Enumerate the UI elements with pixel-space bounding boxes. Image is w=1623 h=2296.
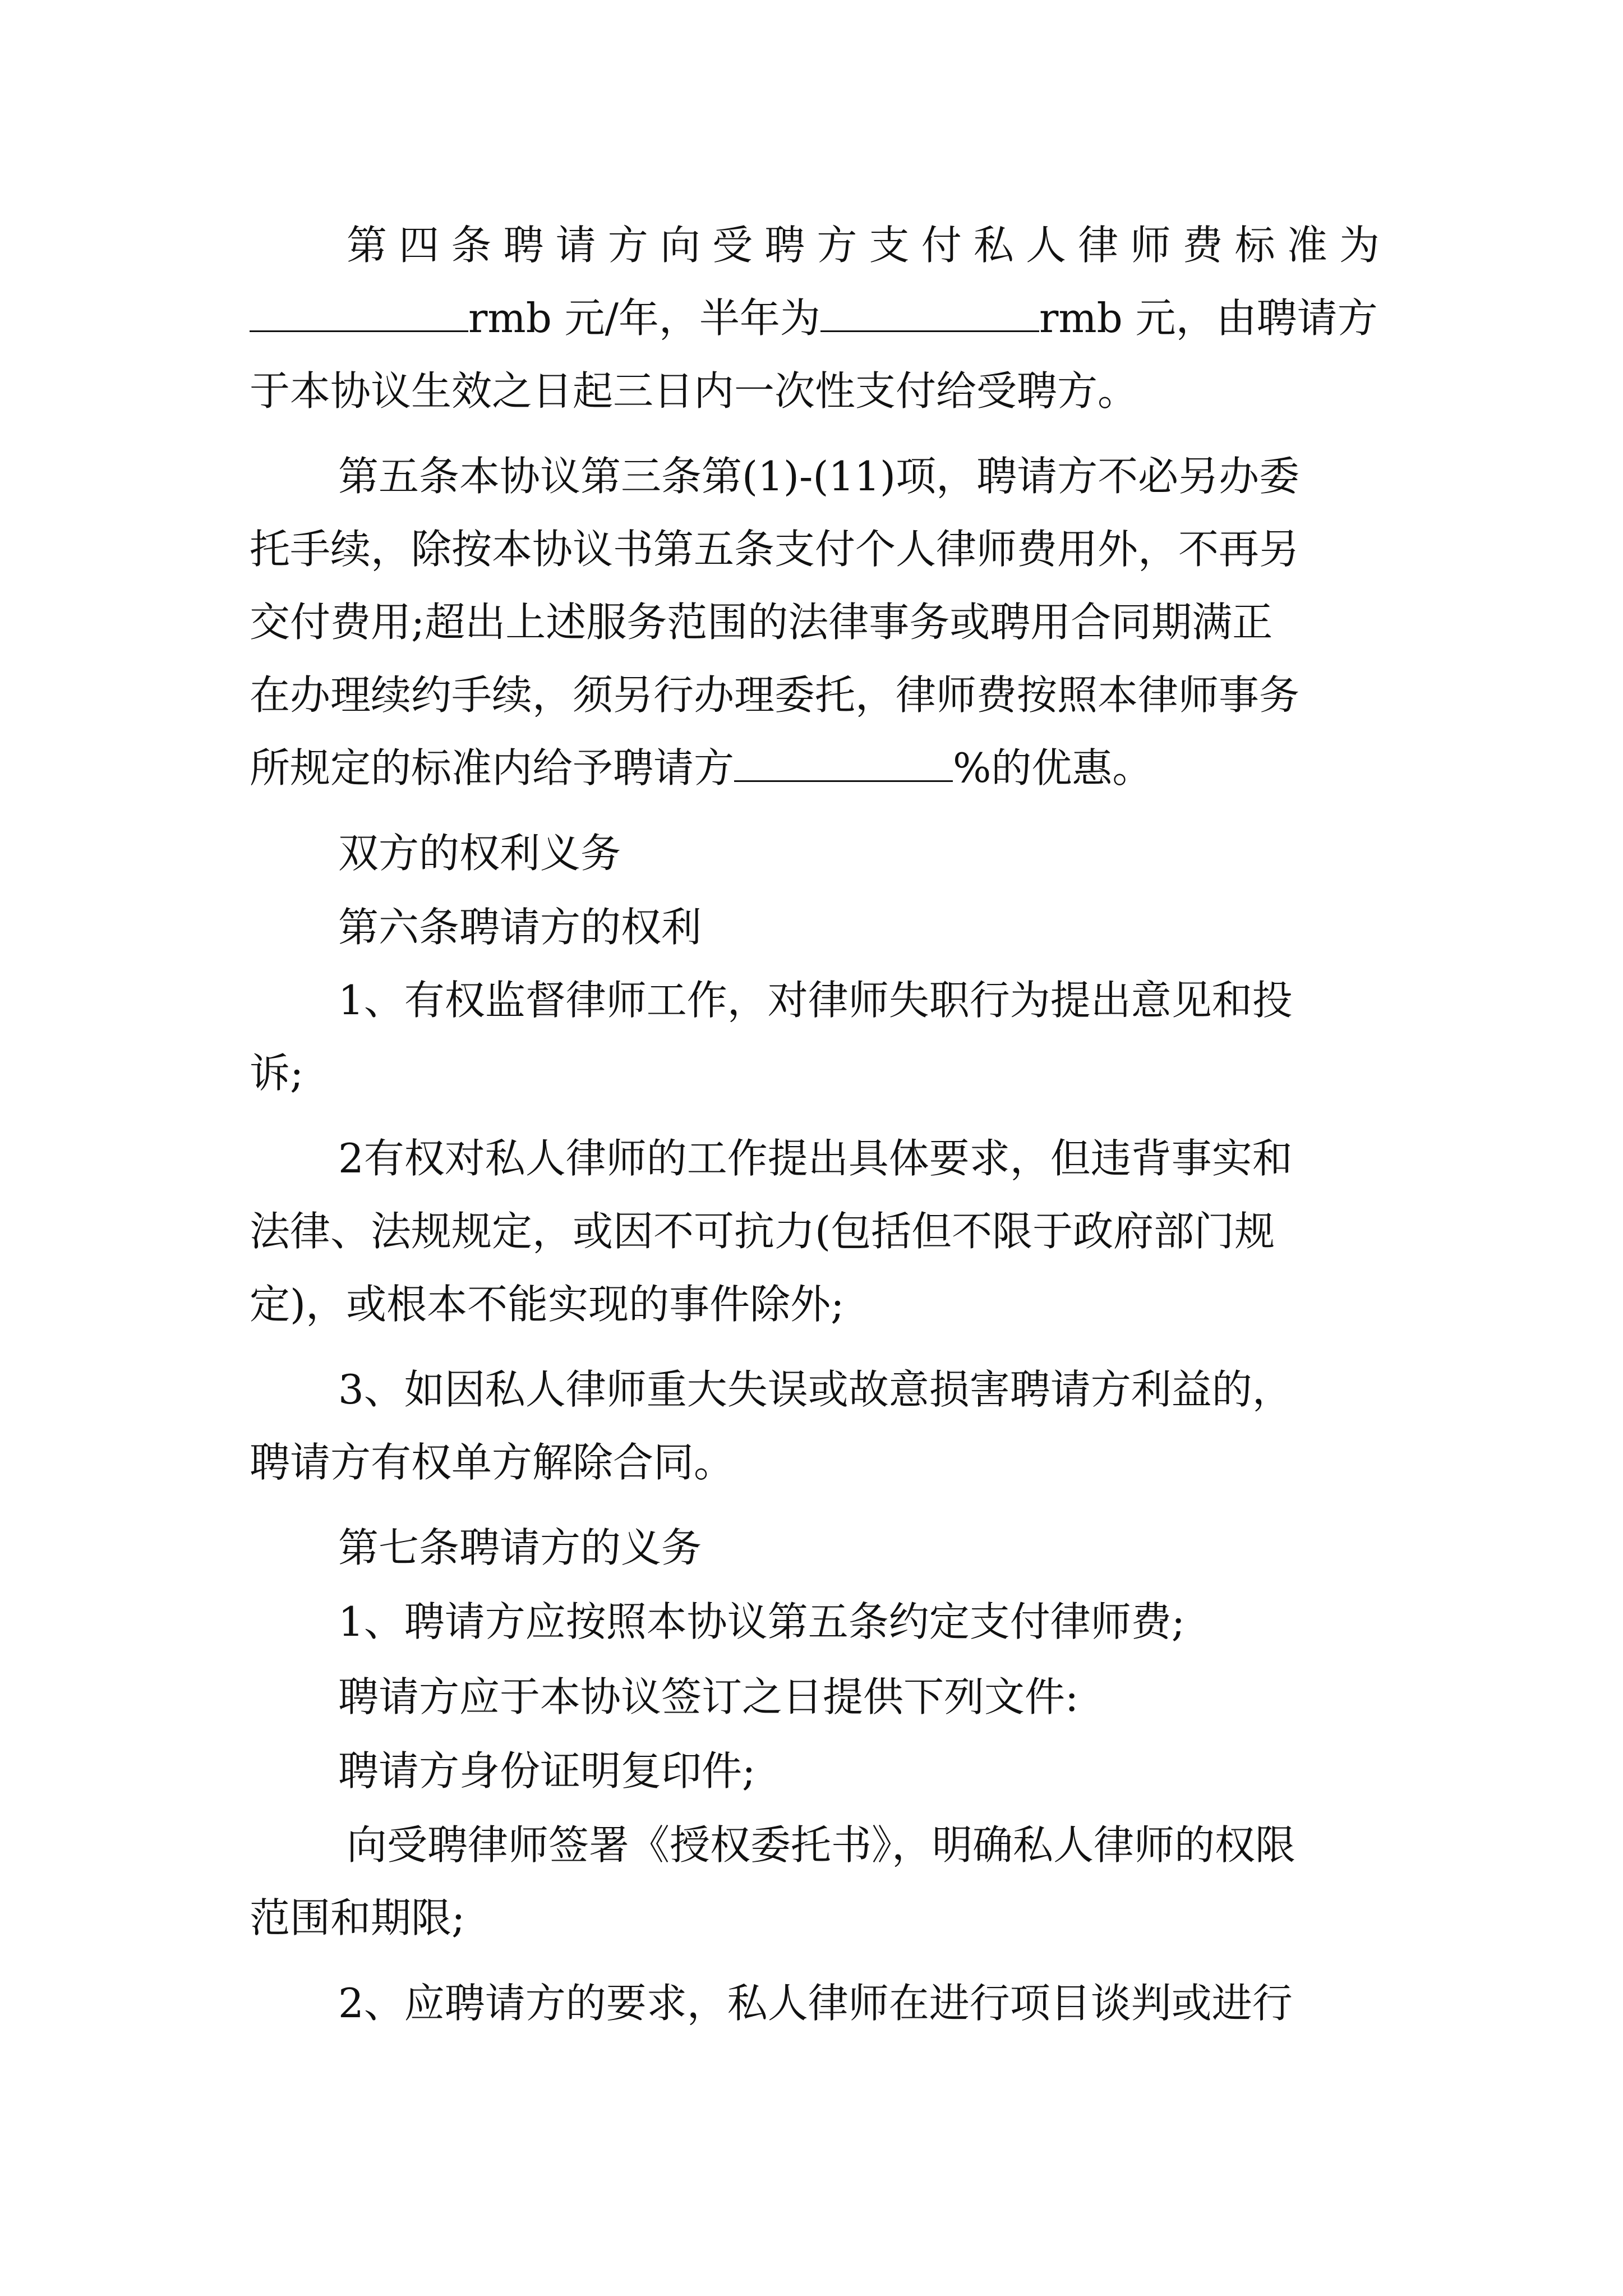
line-text: 聘请方身份证明复印件; (338, 1747, 756, 1795)
text-line-22 (347, 1820, 1380, 1870)
line-text: 所规定的标准内给予聘请方 (250, 744, 735, 792)
line-text: 第七条聘请方的义务 (338, 1524, 702, 1571)
text-line-12 (250, 1048, 1380, 1098)
text-line-19 (338, 1596, 1380, 1647)
text-line-13 (338, 1133, 1380, 1184)
article-seven-heading (338, 1522, 1380, 1573)
text-line-7 (250, 670, 1380, 720)
line-text: 诉; (250, 1050, 304, 1097)
text-line-8 (250, 743, 1380, 793)
text-line-16 (338, 1364, 1380, 1415)
line-text: 双方的权利义务 (338, 830, 621, 877)
line-text: 第五条本协议第三条第(1)-(11)项，聘请方不必另办委 (338, 453, 1300, 500)
line-text: rmb 元/年，半年为 (468, 295, 820, 342)
text-line-11 (338, 975, 1380, 1025)
text-line-21 (338, 1746, 1380, 1796)
text-line-1 (347, 220, 1380, 270)
line-text: 3、如因私人律师重大失误或故意损害聘请方利益的， (338, 1366, 1293, 1413)
text-line-4 (338, 451, 1380, 501)
line-text: 定)，或根本不能实现的事件除外; (250, 1281, 845, 1328)
line-text: 托手续，除按本协议书第五条支付个人律师费用外，不再另 (250, 526, 1300, 573)
line-text: 于本协议生效之日起三日内一次性支付给受聘方。 (250, 367, 1138, 415)
fee-half-year-blank[interactable] (820, 296, 1039, 332)
line-text: 法律、法规规定，或因不可抗力(包括但不限于政府部门规 (250, 1208, 1275, 1255)
text-line-2 (250, 293, 1380, 343)
line-text: rmb 元，由聘请方 (1039, 295, 1378, 342)
line-text: 范围和期限; (250, 1894, 465, 1941)
line-text: 在办理续约手续，须另行办理委托，律师费按照本律师事务 (250, 671, 1300, 719)
article-six-heading (338, 902, 1380, 953)
section-heading-rights-obligations (338, 828, 1380, 878)
line-text: 1、聘请方应按照本协议第五条约定支付律师费; (338, 1598, 1186, 1645)
text-line-5 (250, 524, 1380, 574)
line-text: 交付费用;超出上述服务范围的法律事务或聘用合同期满正 (250, 599, 1273, 646)
discount-percent-blank[interactable] (734, 746, 953, 782)
line-text: 2、应聘请方的要求，私人律师在进行项目谈判或进行 (338, 1980, 1293, 2027)
line-text: 1、有权监督律师工作，对律师失职行为提出意见和投 (338, 977, 1293, 1024)
line-text: 第六条聘请方的权利 (338, 904, 702, 951)
text-line-23 (250, 1893, 1380, 1943)
line-text: 向受聘律师签署《授权委托书》，明确私人律师的权限 (347, 1821, 1296, 1869)
line-text: %的优惠。 (953, 744, 1153, 792)
text-line-3 (250, 366, 1380, 416)
fee-per-year-blank[interactable] (250, 296, 468, 332)
line-text: 聘请方应于本协议签订之日提供下列文件: (338, 1673, 1079, 1720)
text-line-15 (250, 1279, 1380, 1329)
text-line-6 (250, 597, 1380, 647)
line-text: 聘请方有权单方解除合同。 (250, 1439, 735, 1486)
line-text: 第四条聘请方向受聘方支付私人律师费标准为 (347, 222, 1380, 269)
text-line-20 (338, 1672, 1380, 1722)
text-line-24 (338, 1978, 1380, 2028)
text-line-17 (250, 1437, 1380, 1488)
line-text: 2有权对私人律师的工作提出具体要求，但违背事实和 (338, 1135, 1293, 1182)
text-line-14 (250, 1206, 1380, 1257)
